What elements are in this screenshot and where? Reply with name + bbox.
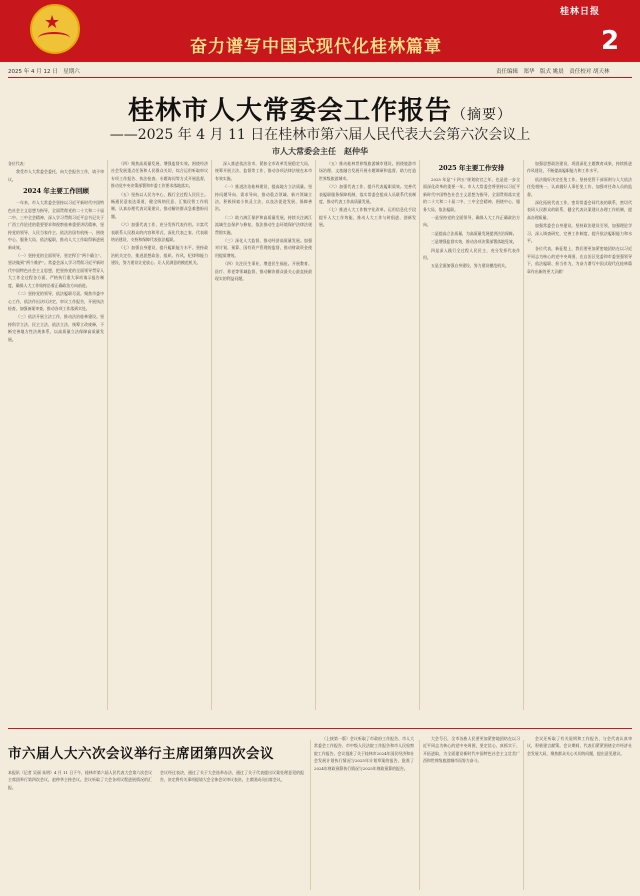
paragraph: （一）坚持党的全面领导，坚定捍卫“两个确立”、坚决做到“两个维护”。常委会深入学习贯彻习近平新时代中国特色社会主义思想，把坚持党的全面领导贯穿人大工作全过程各方面，严格执行重大事项请示报告制度，确保人大工作始终沿着正确政治方向前进。 [8, 253, 104, 288]
paragraph: 2025 年是“十四五”规划收官之年，也是进一步全面深化改革的重要一年。市人大常委会将坚持以习近平新时代中国特色社会主义思想为指导，全面贯彻落实党的二十大和二十届二中、三中全会精神，围绕中心、服务大局，依法履职。 [423, 177, 520, 212]
article-subtitle: ——2025 年 4 月 11 日在桂林市第六届人民代表大会第六次会议上 [109, 127, 531, 143]
top-rule [8, 77, 632, 78]
masthead-banner [0, 0, 640, 62]
article-column-2 [111, 160, 208, 710]
section-heading-review: 2024 年主要工作回顾 [23, 187, 89, 196]
masthead-slogan: 奋力谱写中国式现代化桂林篇章 [190, 37, 442, 57]
page-number: 2 [601, 26, 620, 56]
paragraph: 深化拓展代表工作。密切常委会同代表的联系，密切代表同人民群众的联系，健全代表议案建议办理工作机制，提高办理质量。 [527, 200, 632, 220]
column-divider [107, 160, 108, 710]
article-column-1 [8, 160, 104, 710]
paragraph: （一）推进法治桂林建设，提高地方立法质量。坚持问题导向、需求导向，推动重点领域、新兴领域立法，积极探索小快灵立法，以良法促进发展、保障善治。 [215, 184, 312, 212]
headline-suffix: （摘要） [452, 107, 512, 123]
column-divider [523, 740, 524, 890]
paragraph: 会议还听取了有关说明和工作报告，与会代表认真审议，积极建言献策。会议期间，代表们紧紧围绕全市经济社会发展大局，聚焦群众关心关切的问题，提出意见建议。 [527, 736, 632, 756]
paragraph: 深入推进依法治市，紧扣全市改革发展稳定大局，统筹开展立法、监督等工作，推动各项法律法规在本市有效实施。 [215, 161, 312, 181]
continuation-column-3 [527, 735, 632, 890]
salutation: 各位代表： [8, 161, 28, 166]
paragraph: （七）加强自身建设，提升履职能力水平。坚持政治机关定位，推进思想政治、组织、作风、纪律和能力建设，努力建设让党放心、让人民满意的模范机关。 [111, 245, 208, 266]
paragraph: 三是增强监督实效，推动各项决策部署落地见效。 [431, 239, 517, 245]
section-heading-plan: 2025 年主要工作安排 [438, 164, 505, 172]
column-divider [419, 160, 420, 710]
article-byline: 市人大常委会主任 赵仲华 [272, 146, 368, 156]
paragraph: （五）推动桂林世界级旅游城市建设。围绕旅游市场治理、文旅融合发展开展专题调研和监督，助力打造世界级旅游城市。 [319, 161, 416, 181]
continuation-column-2 [423, 735, 520, 890]
paragraph: 加强常委会自身建设。坚持政治建设引领，加强理论学习，深入调查研究，完善工作制度，提升依法履职能力和水平。 [527, 223, 632, 244]
article-headline [0, 90, 640, 127]
national-emblem-icon: ★ [30, 4, 80, 54]
paragraph: （四）关注民生事业，增进民生福祉。开展教育、医疗、养老等领域监督，推动解决群众最关心最直接最现实的利益问题。 [215, 261, 312, 282]
paragraph: （二）助力漓江保护和高质量发展。持续关注漓江流域生态保护与修复，依法推动生态环境保护法律法规贯彻实施。 [215, 214, 312, 235]
paragraph: （五）坚持以人民为中心，践行全过程人民民主。畅通民意表达渠道，健全吸纳民意、汇集民智工作机制，认真办理代表议案建议，推动解决群众急难愁盼问题。 [111, 191, 208, 219]
editor-credits: 责任编辑 郑华 版式 姚晨 责任校对 胡天林 [496, 69, 610, 75]
paragraph: 依法做好决定任免工作。坚持党管干部原则与人大依法任免相统一，认真做好人事任免工作，加强对任命人员的监督。 [527, 176, 632, 197]
secondary-column-1: 本报讯（记者 吴丽 朱明）4 月 11 日下午，桂林市第六届人民代表大会第六次会议主席团举行第四次会议，赵仲华主持会议。会议听取了大会各项议程进展情况的汇报。 [8, 770, 152, 790]
article-column-4 [319, 160, 416, 710]
paragraph: （四）聚焦高质量发展，增强监督实效。围绕经济社会发展重点任务和人民群众关切，综合运用听取审议专项工作报告、执法检查、专题询问等方式开展监督，推动党中央决策部署和市委工作要求落地落实。 [111, 161, 208, 189]
column-divider [211, 160, 212, 710]
paragraph: 一是坚持党的全面领导，确保人大工作正确政治方向。 [423, 215, 520, 228]
info-bar [0, 66, 640, 76]
paragraph: （六）加强代表工作，提升代表履职质效。完善代表履职服务保障机制，落实常委会组成人员联系代表制度，推动代表工作高质量发展。 [319, 184, 416, 205]
column-divider [310, 740, 311, 890]
article-column-6 [527, 160, 632, 710]
issue-date: 2025 年 4 月 12 日 星期六 [8, 69, 80, 75]
headline-title: 桂林市人大常委会工作报告 [127, 96, 452, 126]
intro-paragraph: 我受市人大常委会委托，向大会报告工作，请予审议。 [8, 169, 104, 182]
paragraph: （三）深化人大监督，推动经济高质量发展。加强对计划、预算、国有资产管理的监督，推动财政资金使用提质增效。 [215, 238, 312, 258]
paragraph: （六）加强代表工作，充分发挥代表作用。丰富代表联系人民群众的内容和形式，深化代表之家、代表联络站建设，支持和保障代表依法履职。 [111, 222, 208, 243]
paragraph: （三）依法开展立法工作，推动法治桂林建设。坚持科学立法、民主立法、依法立法，统筹立改废释，不断完善地方性法规体系，以高质量立法保障高质量发展。 [8, 314, 104, 342]
paragraph: （上接第一版）会议听取了市政府工作报告、市人大常委会工作报告、市中级人民法院工作报告和市人民检察院工作报告。会议批准了关于桂林市2024年国民经济和社会发展计划执行情况与2025年计划草案的报告，批准了2024年财政预算执行情况与2025年财政预算的报告。 [314, 736, 414, 771]
paragraph: 四是深入践行全过程人民民主，充分发挥代表作用。 [423, 247, 520, 261]
article-column-3 [215, 160, 312, 710]
column-divider [523, 160, 524, 710]
paragraph: 加强思想政治建设，巩固深化主题教育成果，持续推进作风建设，不断提高履职能力和工作水平。 [527, 161, 632, 174]
paragraph: 大会号召，全市各族人民要更加紧密地团结在以习近平同志为核心的党中央周围，坚定信心、真抓实干、开拓进取，为全面建设新时代中国特色社会主义壮美广西和世界级旅游城市而努力奋斗。 [423, 736, 520, 764]
continuation-column-1 [314, 735, 414, 890]
paragraph: 五是全面加强自身建设，努力建设模范机关。 [431, 263, 509, 269]
secondary-headline: 市六届人大六次会议举行主席团第四次会议 [8, 746, 274, 762]
paragraph: 二是提高立法质量，为高质量发展提供法治保障。 [431, 230, 517, 236]
paragraph: （七）推进人大工作数字化改革。运用信息化手段提升人大工作效能，推动人大工作与时俱进、创新发展。 [319, 207, 416, 228]
section-rule [8, 728, 632, 729]
article-column-5 [423, 160, 520, 710]
secondary-article [8, 742, 304, 890]
column-divider [419, 740, 420, 890]
secondary-column-2: 会议经过表决，通过了关于大会选举办法，通过了关于代表提出议案处理意见的报告，决定将有关事项提请大会全体会议审议表决。主席团成员出席会议。 [160, 770, 304, 783]
column-divider [315, 160, 316, 710]
paragraph: （二）坚持党的领导，依法履职尽责。聚焦市委中心工作，依法作出决议决定，审议工作报告，开展执法检查，加强备案审查，推动各项工作落到实处。 [8, 291, 104, 311]
paragraph: 一年来，市人大常委会坚持以习近平新时代中国特色社会主义思想为指导，全面贯彻党的二十大和二十届二中、三中全会精神，深入学习贯彻习近平总书记关于广西工作论述的重要要求和视察桂林重要讲话精神，坚持党的领导、人民当家作主、依法治国有机统一，围绕中心、服务大局，依法履职，推动人大工作取得新进展新成效。 [8, 200, 104, 250]
paragraph: 各位代表，新征程上，我们要更加紧密地团结在以习近平同志为核心的党中央周围，在自治区党委和市委坚强领导下，依法履职、担当作为，为奋力谱写中国式现代化桂林篇章作出新的更大贡献！ [527, 246, 632, 274]
newspaper-logo: 桂林日报 [560, 7, 601, 17]
